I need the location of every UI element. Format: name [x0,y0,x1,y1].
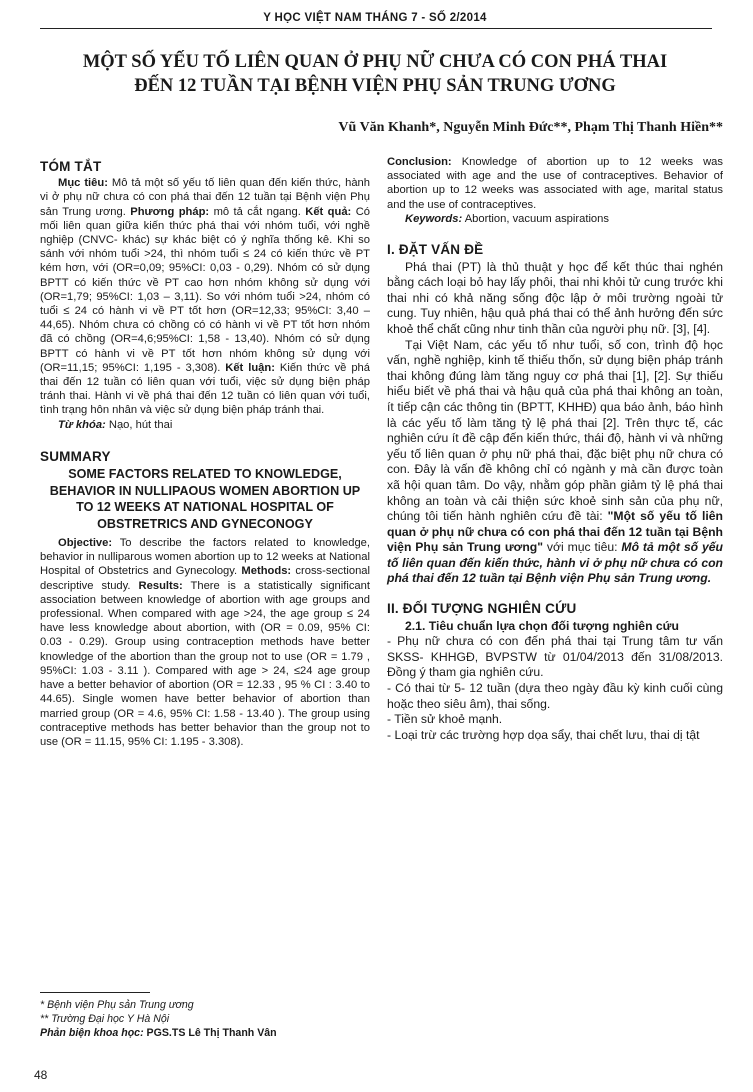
article-title [40,50,710,98]
conclusion-label-vi: Kết luận: [225,361,275,374]
study-title-quote: "Một số yếu tố liên quan ở phụ nữ chưa có con phá thai đến 12 tuần tại Bệnh viện Phụ sản Trung ương" [387,509,723,555]
section-1-para-2 [387,338,723,588]
keywords-text-vi: Nạo, hút thai [105,418,173,431]
summary-title: SOME FACTORS RELATED TO KNOWLEDGE, BEHAVIOR IN NULLIPAOUS WOMEN ABORTION UP TO 12 WEEKS AT NATIONAL HOSPITAL OF OBSTRETRICS AND GYNECONOGY [49,467,361,531]
keywords-label-vi: Từ khóa: [58,418,106,431]
conclusion-label-en: Conclusion: [387,156,452,168]
page-number: 48 [34,1068,48,1082]
results-text-en: There is a statistically significant association between knowledge of abortion with age groups and professional. When compared with age >24, the age group ≤ 24 have less knowledge about abortion, with (OR = 0.09, 95% CI: 0.03 - 0.29). Group using contraception methods have better knowledge of the abortion than the group not to use (OR = 1.79 , 95%CI: 1.03 - 3.11 ). Compared with age > 24, ≤24 age group have a better behavior of abortion (OR = 12.33 , 95 % CI : 3.40 to 44.65). Single women have better behavior of abortion than married group (OR = 4.6, 95% CI: 1.58 - 13.40 ). The group using contraceptive methods has better behavior than the group not to use (OR = 11.15, 95% CI: 1.195 - 3.308). [40,579,370,748]
section-1-heading: I. ĐẶT VẤN ĐỀ [387,242,484,258]
keywords-vi [40,418,370,432]
title-line-2: ĐẾN 12 TUẦN TẠI BỆNH VIỆN PHỤ SẢN TRUNG ƯƠNG [134,76,616,96]
summary-heading: SUMMARY [40,448,111,464]
objective-text-vi: Mô tả một số yếu tố liên quan đến kiến thức, hành vi ở phụ nữ chưa có con phá thai đến 12 tuần tại Bệnh viện Phụ sản Trung ương. [40,177,370,218]
abstract-en-continued [387,155,723,212]
keywords-en [387,212,723,226]
keywords-label-en: Keywords: [405,212,463,225]
right-column [387,155,723,743]
abstract-heading: TÓM TẮT [40,159,102,174]
section-1-para-1: Phá thai (PT) là thủ thuật y học để kết thúc thai nghén bằng cách loại bỏ hay lấy phôi, thai nhi khỏi tử cung trước khi thai nhi có khả năng sống độc lập ở môi trường ngoài tử cung. Tuy nhiên, hậu quả phá thai có thể ảnh hưởng đến sức khoẻ thể chất cũng như tinh thần của người phụ nữ. [3], [4]. [387,259,723,336]
criteria-item-4: - Loại trừ các trường hợp dọa sẩy, thai chết lưu, thai dị tật [387,727,700,742]
journal-header: Y HỌC VIỆT NAM THÁNG 7 - SỐ 2/2014 [263,12,487,24]
methods-text-vi: mô tả cắt ngang. [209,205,306,218]
section-1-para-2-text: Tại Việt Nam, các yếu tố như tuổi, số con, trình độ học vấn, nghề nghiệp, kinh tế thiếu thốn, sử dụng biện pháp tránh thai không đúng làm tăng nguy cơ phá thai [1], [2]. Sự thiếu hiểu biết về phá thai và hậu quả của phá thai không an toàn, ít tiếp cận các thông tin (BPTT, KHHĐ) qua báo ảnh, báo hình là các yếu tố làm tăng tỷ lệ phá thai [2]. Trên thực tế, các nghiên cứu ít đề cập đến kiến thức, thái độ, hành vi và những yếu tố liên quan ở phụ nữ phá thai, đặc biệt phụ nữ chưa có con. Đây là vấn đề không chỉ có ngành y mà cần được toàn xã hội quan tâm. Do vậy, nhằm góp phần giảm tỷ lệ phá thai không an toàn và cải thiện sức khoẻ sinh sản của phụ nữ, chúng tôi tiến hành nghiên cứu đề tài: [387,337,723,524]
conclusion-text-vi: Kiến thức về phá thai đến 12 tuần có liên quan với tuổi, việc sử dụng biện pháp tránh thai. Hành vi về phá thai đến 12 tuần có liên quan với tuổi, tình trạng hôn nhân và việc sử dụng biện pháp tránh thai. [40,361,370,417]
section-2-1-heading: 2.1. Tiêu chuẩn lựa chọn đối tượng nghiên cứu [405,618,679,633]
footnote-rule [40,992,150,993]
section-2-heading: II. ĐỐI TƯỢNG NGHIÊN CỨU [387,601,577,617]
abstract-en [40,536,370,749]
objective-intro: với mục tiêu: [542,540,622,555]
footnotes [40,998,370,1040]
footnote-1: * Bệnh viện Phụ sản Trung ương [40,999,194,1011]
methods-label-vi: Phương pháp: [130,205,210,218]
authors: Vũ Văn Khanh*, Nguyễn Minh Đức**, Phạm Thị Thanh Hiền** [338,120,723,135]
criteria-item-2: - Có thai từ 5- 12 tuần (dựa theo ngày đầu kỳ kinh cuối cùng hoặc theo siêu âm), thai sống. [387,681,723,711]
results-text-vi: Có mối liên quan giữa kiến thức phá thai với nhóm tuổi, với nghề nghiệp (CNVC- khác) sự khác biệt có ý nghĩa thống kê. Khi so sánh với nhóm tuổi >24, thì nhóm tuổi ≤ 24 có kiến thức về PT kém hơn, với (OR=0,09; 95%CI: 0,03 - 0,29). Nhóm có sử dụng BPTT có kiến thức về PT cao hơn nhóm không sử dụng với (OR=1,79; 95%CI: 1,03 – 3,11). So với nhóm tuổi >24, nhóm có tuổi ≤ 24 có hành vi về PT tốt hơn (OR=12,33; 95%CI: 3,40 – 44,65). Nhóm chưa có chồng có có hành vi về PT tốt hơn nhóm đã có chồng (OR=4,6;95%CI: 1,58 - 13,40). Nhóm có sử dụng BPTT có hành vi về PT tốt hơn nhóm không sử dụng với (OR=11,15; 95%CI: 1,195 - 3,308). [40,205,371,374]
conclusion-text-en: Knowledge of abortion up to 12 weeks was associated with age and the use of contraceptives. Behavior of abortion up to 12 weeks was associated with age, marital status and the use of contraceptives. [387,156,723,211]
header-rule [40,28,712,29]
abstract-vi [40,176,370,417]
title-line-1: MỘT SỐ YẾU TỐ LIÊN QUAN Ở PHỤ NỮ CHƯA CÓ CON PHÁ THAI [82,52,668,72]
reviewer-label: Phản biện khoa học: [40,1027,144,1039]
footnote-2: ** Trường Đại học Y Hà Nội [40,1013,170,1025]
objective-text-en: To describe the factors related to knowledge, behavior in nulliparous women abortion up to 12 weeks at National Hospital of Obstetrics and Gynecology. [40,537,370,578]
reviewer-name: PGS.TS Lê Thị Thanh Vân [143,1027,277,1039]
methods-text-en: cross-sectional descriptive study. [40,565,371,592]
objective-label-en: Objective: [58,537,113,550]
results-label-en: Results: [138,579,183,592]
keywords-text-en: Abortion, vacuum aspirations [462,212,609,225]
criteria-item-3: - Tiền sử khoẻ mạnh. [387,712,503,727]
methods-label-en: Methods: [241,565,292,578]
left-column [40,160,370,749]
study-objective: Mô tả một số yếu tố liên quan đến kiến thức, hành vi ở phụ nữ chưa có con phá thai đến 12 tuần tại Bệnh viện Phụ sản Trung ương. [387,540,723,586]
criteria-item-1: - Phụ nữ chưa có con đến phá thai tại Trung tâm tư vấn SKSS- KHHGĐ, BVPSTW từ 01/04/2013 đến 31/08/2013. Đồng ý tham gia nghiên cứu. [387,634,723,680]
reviewer-line [40,1026,370,1040]
objective-label-vi: Mục tiêu: [58,177,108,190]
results-label-vi: Kết quả: [305,205,352,218]
